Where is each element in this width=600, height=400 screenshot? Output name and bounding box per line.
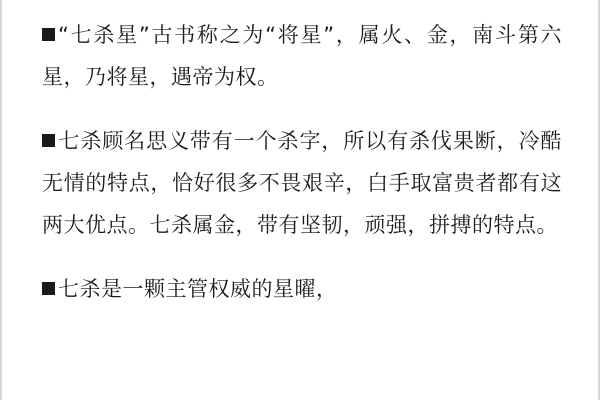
paragraph-1 xyxy=(42,14,562,98)
left-margin-rule xyxy=(0,0,2,400)
paragraph-2 xyxy=(42,120,562,246)
paragraph-3 xyxy=(42,268,562,301)
square-bullet-icon xyxy=(42,282,55,295)
paragraph-1-text: “七杀星”古书称之为“将星”，属火、金，南斗第六星，乃将星，遇帝为权。 xyxy=(42,23,562,89)
paragraph-2-text: 七杀顾名思义带有一个杀字，所以有杀伐果断，冷酷无情的特点，恰好很多不畏艰辛，白手取富贵者都有这两大优点。七杀属金，带有坚韧，顽强，拼搏的特点。 xyxy=(42,129,562,237)
document-body xyxy=(42,14,562,301)
square-bullet-icon xyxy=(42,134,55,147)
paragraph-3-text: 七杀是一颗主管权威的星曜， xyxy=(58,277,338,301)
square-bullet-icon xyxy=(42,28,55,41)
